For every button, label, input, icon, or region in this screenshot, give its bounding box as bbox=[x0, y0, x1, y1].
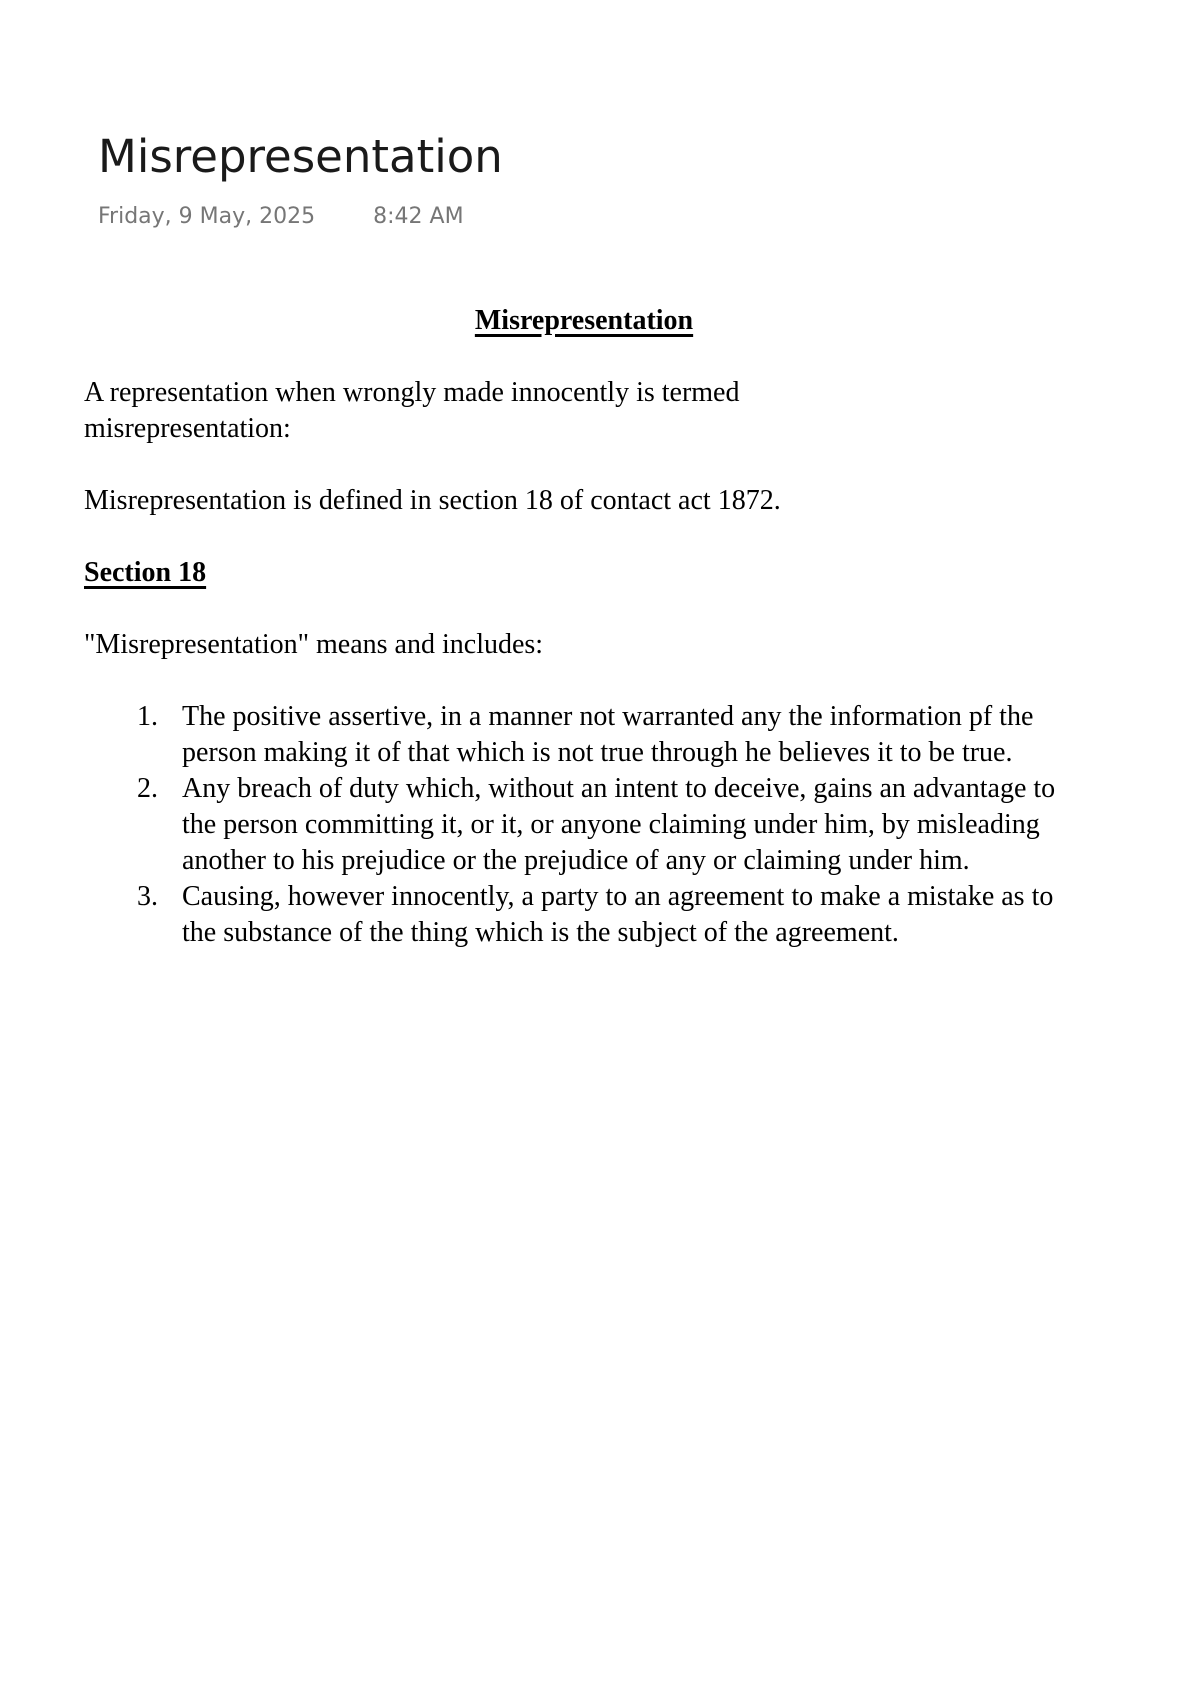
paragraph-definition: A representation when wrongly made innocently is termed misrepresentation: bbox=[84, 377, 740, 444]
list-item-number: 1. bbox=[137, 701, 158, 732]
note-time: 8:42 AM bbox=[373, 204, 464, 229]
list-item-text: Any breach of duty which, without an intent to deceive, gains an advantage to the person committing it, or it, or anyone claiming under him, by misleading another to his prejudice or the prejudice of any or claiming under him. bbox=[182, 773, 1056, 876]
list-item-text: The positive assertive, in a manner not warranted any the information pf the person making it of that which is not true through he believes it to be true. bbox=[182, 701, 1034, 768]
document-heading: Misrepresentation bbox=[474, 305, 694, 336]
list-item bbox=[84, 771, 1084, 879]
note-timestamp bbox=[98, 206, 464, 228]
list-item bbox=[84, 879, 1084, 951]
note-title[interactable]: Misrepresentation bbox=[98, 130, 503, 183]
list-item-text: Causing, however innocently, a party to an agreement to make a mistake as to the substance of the thing which is the subject of the agreement. bbox=[182, 881, 1054, 948]
paragraph-section-reference: Misrepresentation is defined in section 18 of contact act 1872. bbox=[84, 485, 781, 516]
list-item bbox=[84, 699, 1084, 771]
list-item-number: 3. bbox=[137, 881, 158, 912]
section-heading: Section 18 bbox=[84, 557, 207, 588]
definition-intro: "Misrepresentation" means and includes: bbox=[84, 629, 544, 660]
list-item-number: 2. bbox=[137, 773, 158, 804]
note-date: Friday, 9 May, 2025 bbox=[98, 204, 316, 229]
definition-list bbox=[84, 699, 1084, 951]
note-body[interactable] bbox=[84, 303, 1084, 951]
